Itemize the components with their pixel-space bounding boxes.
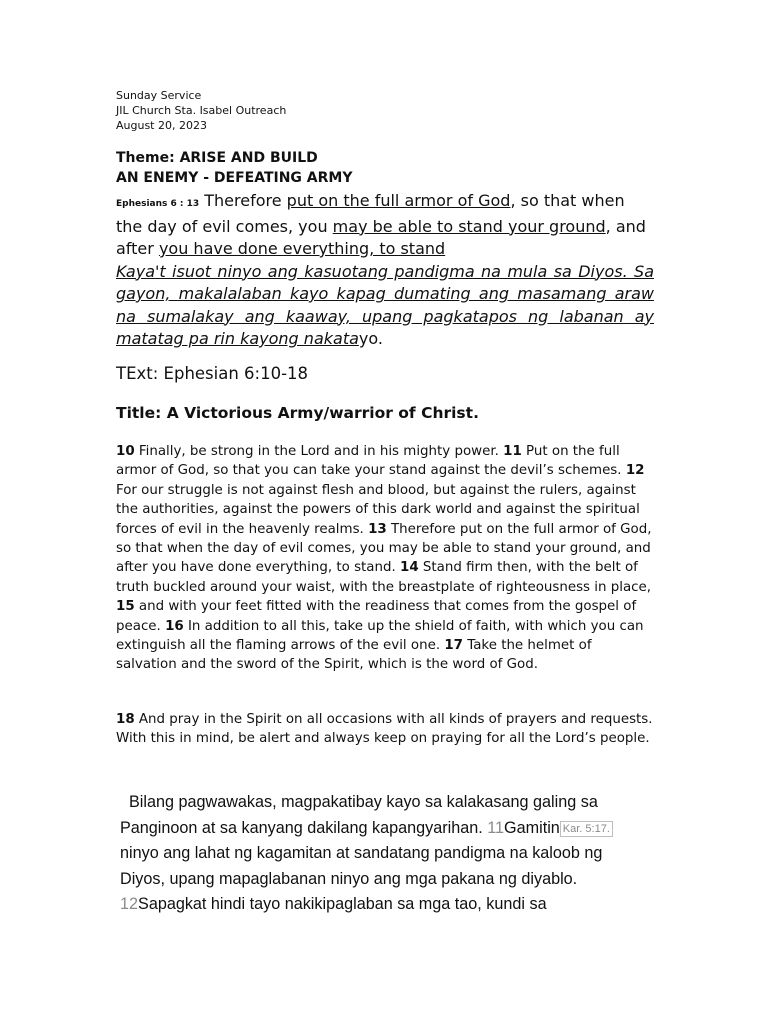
verse-number: 10 (116, 444, 135, 459)
scripture-passage (116, 442, 656, 675)
verse-underline: may be able to stand your ground (332, 216, 606, 236)
verse-number: 16 (165, 618, 184, 634)
scripture-passage-18 (116, 710, 656, 749)
verse-underline: you have done everything, to stand (158, 239, 446, 258)
verse-text: , and after (116, 216, 646, 258)
filipino-text: Sapagkat hindi tayo nakikipaglaban sa mga tao, kundi sa (138, 895, 547, 913)
verse-reference: Ephesians 6 : 13 (116, 199, 200, 209)
verse-body: Put on the full armor of God, so that you can take your stand against the devil’s schemes. (116, 444, 626, 479)
verse-number: 12 (625, 463, 645, 479)
verse-number: 15 (116, 599, 135, 615)
verse-number: 12 (120, 895, 139, 913)
verse-number: 13 (368, 521, 387, 537)
text-reference: TExt: Ephesian 6:10-18 (116, 364, 309, 383)
verse-number: 17 (444, 638, 463, 654)
theme-title: Theme: ARISE AND BUILD (116, 150, 318, 166)
verse-body: For our struggle is not against flesh and blood, but against the rulers, against the authorities, against the powers of this dark world and against the spiritual forces of evil in the heavenly realms. (116, 482, 640, 537)
verse-body: Therefore put on the full armor of God, so that when the day of evil comes, you may be able to stand your ground, and after you have done everything, to stand. (116, 521, 652, 576)
verse-body: Take the helmet of salvation and the sword of the Spirit, which is the word of God. (116, 638, 592, 673)
tagalog-verse (116, 261, 654, 351)
theme-block (116, 148, 352, 188)
verse-text: Therefore (199, 191, 287, 210)
service-header (116, 88, 286, 133)
verse-body: Finally, be strong in the Lord and in his mighty power. (134, 444, 504, 459)
tagalog-verse-tail: yo. (358, 329, 383, 348)
filipino-text: Bilang pagwawakas, magpakatibay kayo sa kalakasang galing sa Panginoon at sa kanyang dakilang kapangyarihan. (120, 793, 598, 837)
key-verse (116, 190, 654, 351)
filipino-text: ninyo ang lahat ng kagamitan at sandatang pandigma na kaloob ng Diyos, upang mapaglabanan ninyo ang mga pakana ng diyablo. (120, 844, 603, 888)
verse-body: In addition to all this, take up the shield of faith, with which you can extinguish all the flaming arrows of the evil one. (116, 618, 644, 654)
theme-subtitle: AN ENEMY - DEFEATING ARMY (116, 170, 353, 186)
tagalog-verse-underlined: Kaya't isuot ninyo ang kasuotang pandigma na mula sa Diyos. Sa gayon, makalalaban kayo kapag dumating ang masamang araw na sumalakay ang kaaway, upang pagkatapos ng labanan ay matatag pa rin kayong nakata (116, 261, 654, 348)
verse-number: 14 (400, 560, 419, 576)
verse-underline: put on the full armor of God (286, 191, 511, 210)
filipino-passage (120, 790, 650, 918)
verse-number: 11 (487, 818, 505, 837)
verse-text: , so that when the day of evil comes, you (116, 191, 625, 236)
verse-body: And pray in the Spirit on all occasions with all kinds of prayers and requests. With this in mind, be alert and always keep on praying for all the Lord’s people. (116, 712, 653, 747)
sermon-title: Title: A Victorious Army/warrior of Christ. (116, 404, 479, 422)
verse-body: Stand firm then, with the belt of truth buckled around your waist, with the breastplate of righteousness in place, (116, 560, 652, 595)
service-date: August 20, 2023 (116, 119, 207, 132)
filipino-text: Gamitin (504, 818, 560, 837)
verse-number: 18 (116, 712, 135, 727)
verse-number: 11 (503, 444, 522, 459)
verse-body: and with your feet fitted with the readiness that comes from the gospel of peace. (116, 599, 637, 634)
service-name: Sunday Service (116, 89, 202, 102)
church-name: JIL Church Sta. Isabel Outreach (116, 104, 287, 117)
cross-reference-link[interactable]: Kar. 5:17. (560, 821, 613, 837)
